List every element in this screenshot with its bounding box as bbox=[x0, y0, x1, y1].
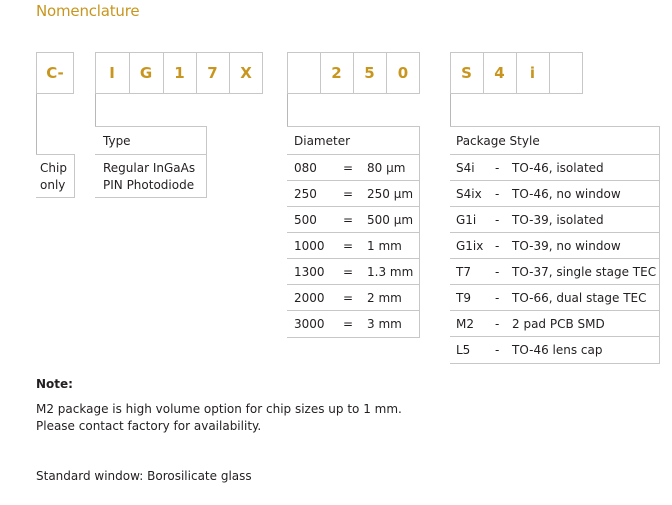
diameter-code: 080 bbox=[294, 161, 317, 175]
divider bbox=[450, 258, 659, 259]
package-dash: - bbox=[495, 343, 500, 357]
divider bbox=[450, 284, 659, 285]
diameter-char bbox=[287, 52, 320, 94]
diameter-equals: = bbox=[343, 291, 354, 305]
note-standard-window: Standard window: Borosilicate glass bbox=[36, 469, 252, 483]
chip-only-line1: Chip bbox=[40, 161, 67, 175]
package-char bbox=[549, 52, 583, 94]
prefix-char: C- bbox=[46, 64, 64, 82]
package-dash: - bbox=[495, 161, 500, 175]
diameter-code: 250 bbox=[294, 187, 317, 201]
divider bbox=[450, 310, 659, 311]
note-line-2: Please contact factory for availability. bbox=[36, 419, 262, 433]
diameter-value: 2 mm bbox=[367, 291, 402, 305]
package-desc: TO-66, dual stage TEC bbox=[512, 291, 647, 305]
divider bbox=[287, 232, 419, 233]
diameter-header: Diameter bbox=[294, 134, 351, 148]
diameter-equals: = bbox=[343, 187, 354, 201]
diameter-equals: = bbox=[343, 213, 354, 227]
divider bbox=[450, 206, 659, 207]
diameter-code: 2000 bbox=[294, 291, 325, 305]
diameter-equals: = bbox=[343, 239, 354, 253]
type-char: I bbox=[109, 64, 115, 82]
package-code: T7 bbox=[456, 265, 471, 279]
diameter-char: 0 bbox=[397, 64, 409, 82]
connector-line bbox=[450, 94, 451, 126]
type-char: 1 bbox=[174, 64, 185, 82]
connector-line bbox=[287, 94, 288, 126]
diameter-equals: = bbox=[343, 161, 354, 175]
diameter-value: 500 µm bbox=[367, 213, 414, 227]
type-char: G bbox=[139, 64, 153, 82]
type-char: X bbox=[240, 64, 252, 82]
diameter-value: 1.3 mm bbox=[367, 265, 414, 279]
package-desc: TO-39, no window bbox=[512, 239, 621, 253]
package-char: i bbox=[529, 64, 536, 82]
divider bbox=[287, 180, 419, 181]
divider bbox=[450, 154, 659, 155]
package-code: G1ix bbox=[456, 239, 484, 253]
connector-line bbox=[95, 94, 96, 126]
diameter-table bbox=[287, 126, 420, 338]
diameter-char: 2 bbox=[331, 64, 342, 82]
package-desc: TO-46, isolated bbox=[512, 161, 604, 175]
diameter-char: 5 bbox=[364, 64, 375, 82]
note-line-1: M2 package is high volume option for chip sizes up to 1 mm. bbox=[36, 402, 402, 416]
divider bbox=[450, 232, 659, 233]
diameter-code: 1300 bbox=[294, 265, 325, 279]
divider bbox=[450, 336, 659, 337]
divider bbox=[287, 284, 419, 285]
package-code: M2 bbox=[456, 317, 474, 331]
package-header: Package Style bbox=[456, 134, 540, 148]
package-code: S4i bbox=[456, 161, 475, 175]
package-dash: - bbox=[495, 291, 500, 305]
package-dash: - bbox=[495, 187, 500, 201]
package-code: T9 bbox=[456, 291, 471, 305]
package-dash: - bbox=[495, 317, 500, 331]
diameter-value: 1 mm bbox=[367, 239, 402, 253]
divider bbox=[95, 154, 206, 155]
diameter-value: 250 µm bbox=[367, 187, 414, 201]
package-code: G1i bbox=[456, 213, 477, 227]
divider bbox=[287, 206, 419, 207]
type-table bbox=[95, 126, 207, 198]
page-title: Nomenclature bbox=[36, 2, 140, 20]
diameter-equals: = bbox=[343, 317, 354, 331]
diameter-equals: = bbox=[343, 265, 354, 279]
package-code: L5 bbox=[456, 343, 471, 357]
diameter-code: 1000 bbox=[294, 239, 325, 253]
package-dash: - bbox=[495, 265, 500, 279]
note-heading: Note: bbox=[36, 377, 73, 391]
package-desc: 2 pad PCB SMD bbox=[512, 317, 605, 331]
divider bbox=[287, 310, 419, 311]
package-desc: TO-46, no window bbox=[512, 187, 621, 201]
chip-only-line2: only bbox=[40, 178, 66, 192]
package-table bbox=[450, 126, 660, 364]
chip-only-box bbox=[36, 154, 75, 198]
package-code: S4ix bbox=[456, 187, 482, 201]
divider bbox=[287, 154, 419, 155]
package-dash: - bbox=[495, 213, 500, 227]
package-desc: TO-39, isolated bbox=[512, 213, 604, 227]
divider bbox=[450, 180, 659, 181]
type-line1: Regular InGaAs bbox=[103, 161, 196, 175]
diameter-value: 80 µm bbox=[367, 161, 406, 175]
package-char: S bbox=[461, 64, 472, 82]
type-header: Type bbox=[103, 134, 131, 148]
diameter-code: 3000 bbox=[294, 317, 325, 331]
connector-line bbox=[36, 94, 37, 154]
diameter-value: 3 mm bbox=[367, 317, 402, 331]
package-desc: TO-37, single stage TEC bbox=[512, 265, 657, 279]
diameter-code: 500 bbox=[294, 213, 317, 227]
package-dash: - bbox=[495, 239, 500, 253]
package-char: 4 bbox=[494, 64, 505, 82]
divider bbox=[287, 258, 419, 259]
type-line2: PIN Photodiode bbox=[103, 178, 195, 192]
type-char: 7 bbox=[207, 64, 218, 82]
package-desc: TO-46 lens cap bbox=[512, 343, 603, 357]
